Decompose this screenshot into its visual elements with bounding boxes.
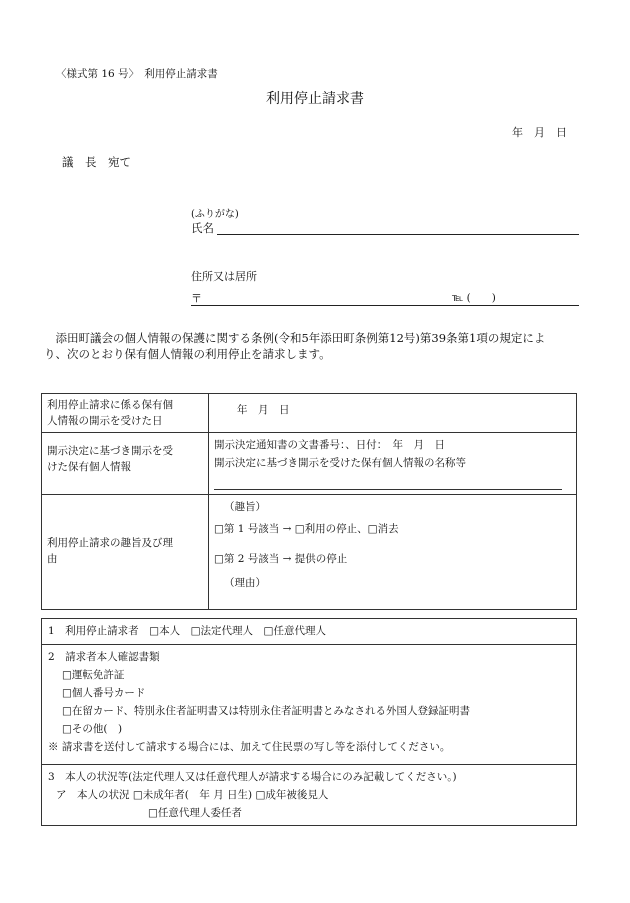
name-label: 氏名 xyxy=(191,221,214,235)
id-doc-item: □個人番号カード xyxy=(62,687,146,699)
row1-label: 利用停止請求に係る保有個 人情報の開示を受けた日 xyxy=(42,394,209,433)
page-title: 利用停止請求書 xyxy=(266,91,364,107)
section-2-note: ※ 請求書を送付して請求する場合には、加えて住民票の写し等を添付してください。 xyxy=(48,741,451,753)
intro-text-line-2: り、次のとおり保有個人情報の利用停止を請求します。 xyxy=(44,347,331,361)
form-number: 〈様式第 16 号〉 利用停止請求書 xyxy=(56,68,218,80)
row3-label: 利用停止請求の趣旨及び理 由 xyxy=(42,495,209,610)
section-3-principal-status[interactable] xyxy=(42,765,577,826)
disclosed-info-field[interactable]: 開示決定通知書の文書番号：、日付： 年 月 日 開示決定に基づき開示を受けた保有個人情報の名称等 xyxy=(209,433,577,495)
section-1-requester-type[interactable]: 1 利用停止請求者 □本人 □法定代理人 □任意代理人 xyxy=(42,619,577,645)
disclosure-date-field[interactable]: 年 月 日 xyxy=(209,394,577,433)
purport-option-1: □第 1 号該当 → □利用の停止、□消去 xyxy=(214,523,399,535)
postal-mark: 〒 xyxy=(191,292,202,305)
requester-info-table xyxy=(41,618,577,826)
tel-label: ℡ ( ) xyxy=(452,292,496,304)
id-doc-item: □その他( ) xyxy=(62,723,123,735)
section-2-id-documents[interactable] xyxy=(42,645,577,765)
section-3-status-line-1: ア 本人の状況 □未成年者( 年 月 日生) □成年被後見人 xyxy=(56,789,329,801)
address-field-line[interactable] xyxy=(191,305,579,306)
purport-reason-field[interactable] xyxy=(209,495,577,610)
id-doc-item: □運転免許証 xyxy=(62,669,125,681)
name-field-line[interactable] xyxy=(217,234,579,235)
intro-text-line-1: 添田町議会の個人情報の保護に関する条例(令和5年添田町条例第12号)第39条第1項の規定によ xyxy=(44,331,546,345)
purport-heading: （趣旨） xyxy=(224,501,266,513)
section-3-heading: 3 本人の状況等(法定代理人又は任意代理人が請求する場合にのみ記載してください。) xyxy=(48,771,457,783)
section-2-heading: 2 請求者本人確認書類 xyxy=(48,651,160,663)
furigana-label: (ふりがな) xyxy=(191,209,239,220)
reason-heading: （理由） xyxy=(224,577,266,589)
addressee: 議 長 宛て xyxy=(62,155,131,169)
purport-option-2: □第 2 号該当 → 提供の停止 xyxy=(214,553,348,565)
row2-label: 開示決定に基づき開示を受 けた保有個人情報 xyxy=(42,433,209,495)
id-doc-item: □在留カード、特別永住者証明書又は特別永住者証明書とみなされる外国人登録証明書 xyxy=(62,705,470,717)
disclosed-info-underline xyxy=(214,489,562,490)
request-details-table xyxy=(41,393,577,610)
section-3-status-line-2: □任意代理人委任者 xyxy=(148,807,242,819)
date-line: 年 月 日 xyxy=(512,126,567,139)
address-label: 住所又は居所 xyxy=(191,270,257,283)
